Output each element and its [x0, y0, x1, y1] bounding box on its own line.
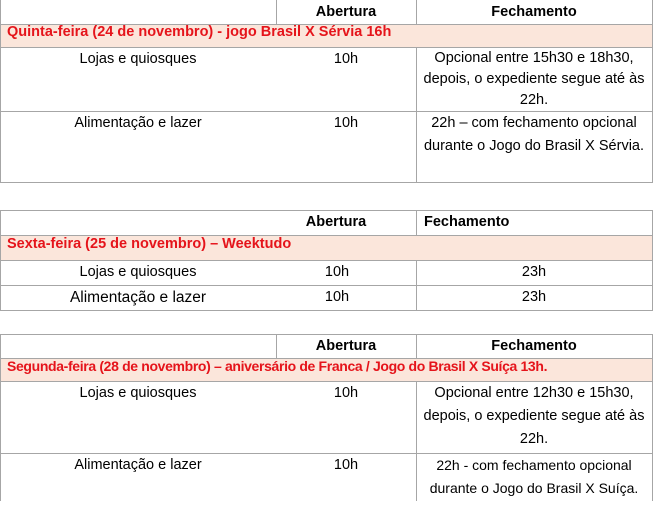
category-cell: Alimentação e lazer	[69, 289, 207, 306]
table-row	[0, 261, 653, 285]
header-abertura: Abertura	[315, 338, 377, 354]
day-title-row	[0, 358, 653, 381]
table-row	[0, 454, 653, 501]
open-time-cell: 10h	[333, 115, 359, 131]
header-abertura: Abertura	[315, 4, 377, 20]
close-time-cell: Opcional entre 15h30 e 18h30, depois, o expediente segue até às 22h.	[423, 50, 645, 108]
category-cell: Lojas e quiosques	[79, 51, 197, 67]
header-abertura: Abertura	[305, 214, 367, 230]
close-time-cell: 23h	[521, 264, 547, 280]
category-cell: Alimentação e lazer	[74, 457, 202, 473]
grid-line	[0, 210, 653, 211]
table-row	[0, 382, 653, 452]
grid-line	[0, 47, 653, 48]
grid-line	[0, 334, 653, 335]
table-row	[0, 48, 653, 111]
day-title-row	[0, 24, 653, 47]
category-cell: Lojas e quiosques	[79, 385, 197, 401]
day-title: Quinta-feira (24 de novembro) - jogo Brasil X Sérvia 16h	[7, 24, 392, 40]
grid-line	[0, 334, 1, 501]
grid-line	[0, 381, 653, 382]
grid-line	[416, 0, 417, 24]
schedule-table-thursday	[0, 0, 653, 183]
header-fechamento: Fechamento	[491, 338, 577, 354]
grid-line	[0, 358, 653, 359]
grid-line	[0, 285, 653, 286]
schedule-table-friday	[0, 210, 653, 311]
grid-line	[0, 210, 1, 311]
grid-line	[0, 24, 653, 25]
grid-line	[416, 260, 417, 311]
day-title: Sexta-feira (25 de novembro) – Weektudo	[7, 236, 292, 252]
close-time-cell: 23h	[521, 289, 547, 305]
grid-line	[276, 0, 277, 24]
open-time-cell: 10h	[333, 457, 359, 473]
close-time-cell: 22h - com fechamento opcional durante o Jogo do Brasil X Suíça.	[429, 457, 639, 496]
table-header-row	[0, 211, 653, 234]
grid-line	[416, 210, 417, 235]
grid-line	[0, 310, 653, 311]
grid-line	[416, 381, 417, 501]
schedule-table-monday	[0, 334, 653, 502]
day-title: Segunda-feira (28 de novembro) – aniversário de Franca / Jogo do Brasil X Suíça 13h.	[7, 358, 548, 374]
header-fechamento: Fechamento	[424, 214, 510, 230]
table-header-row	[0, 335, 653, 358]
category-cell: Lojas e quiosques	[79, 264, 197, 280]
header-fechamento: Fechamento	[491, 4, 577, 20]
grid-line	[0, 111, 653, 112]
grid-line	[276, 334, 277, 358]
category-cell: Alimentação e lazer	[74, 115, 202, 131]
open-time-cell: 10h	[324, 289, 350, 305]
day-title-row	[0, 235, 653, 260]
table-row	[0, 112, 653, 182]
grid-line	[0, 260, 653, 261]
close-time-cell: 22h – com fechamento opcional durante o Jogo do Brasil X Sérvia.	[423, 115, 645, 154]
table-row	[0, 286, 653, 310]
grid-line	[0, 235, 653, 236]
open-time-cell: 10h	[324, 264, 350, 280]
grid-line	[0, 453, 653, 454]
table-header-row	[0, 1, 653, 24]
grid-line	[0, 182, 653, 183]
grid-line	[416, 47, 417, 182]
close-time-cell: Opcional entre 12h30 e 15h30, depois, o expediente segue até às 22h.	[423, 385, 645, 447]
open-time-cell: 10h	[333, 385, 359, 401]
grid-line	[0, 0, 1, 183]
grid-line	[416, 334, 417, 358]
open-time-cell: 10h	[333, 51, 359, 67]
